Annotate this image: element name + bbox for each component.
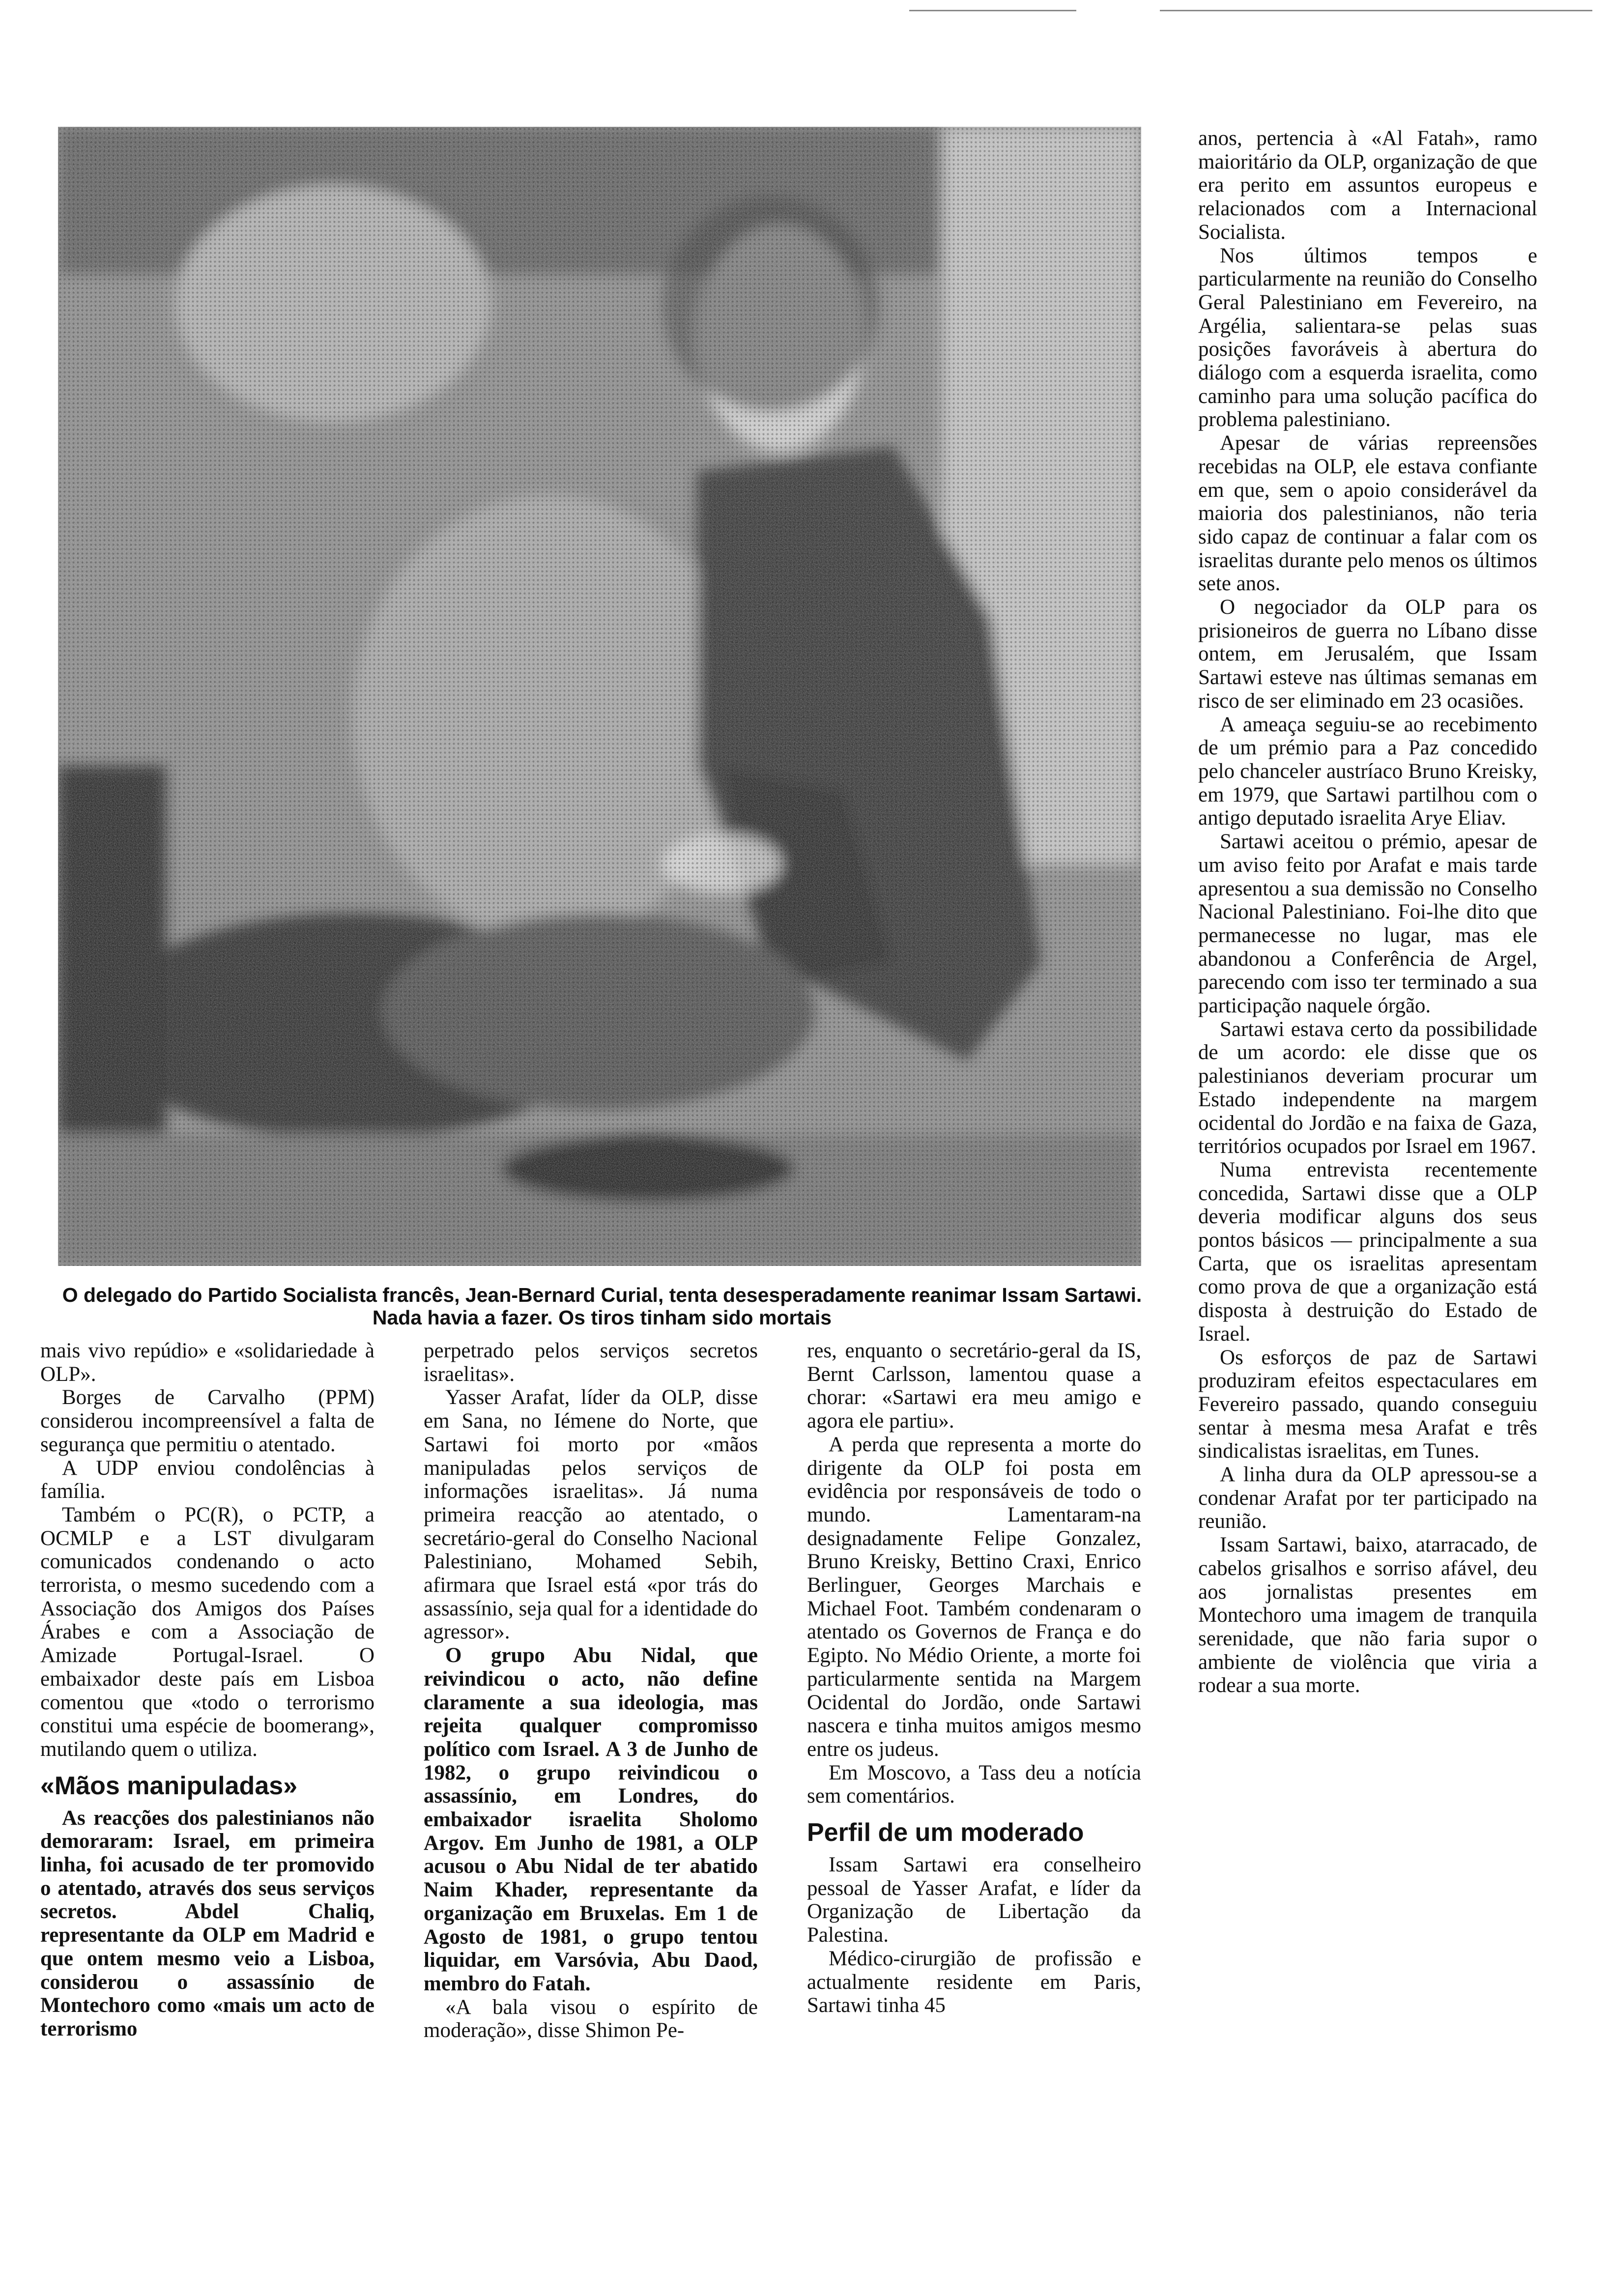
- news-photo: [58, 127, 1141, 1266]
- paragraph: Também o PC(R), o PCTP, a OCMLP e a LST divulgaram comunicados condenando o acto terrorista, o mesmo sucedendo com a Associação dos Amigos dos Países Árabes e com a Associação de Amizade Portugal-Israel. O embaixador deste país em Lisboa comentou que «todo o terrorismo constitui uma espécie de boomerang», mutilando quem o utiliza.: [40, 1503, 374, 1761]
- paragraph: Sartawi aceitou o prémio, apesar de um aviso feito por Arafat e mais tarde apresentou a sua demissão no Conselho Nacional Palestiniano. Foi-lhe dito que permanecesse no lugar, mas ele abandonou a Conferência de Argel, parecendo com isso ter terminado a sua participação naquele órgão.: [1198, 830, 1537, 1018]
- paragraph: A UDP enviou condolências à família.: [40, 1456, 374, 1503]
- paragraph: Sartawi estava certo da possibilidade de um acordo: ele disse que os palestinianos deveriam procurar um Estado independente na margem ocidental do Jordão e na faixa de Gaza, territórios ocupados por Israel em 1967.: [1198, 1017, 1537, 1158]
- paragraph: O negociador da OLP para os prisioneiros de guerra no Líbano disse ontem, em Jerusalém, que Issam Sartawi esteve nas últimas semanas em risco de ser eliminado em 23 ocasiões.: [1198, 596, 1537, 713]
- subheading: «Mãos manipuladas»: [40, 1771, 298, 1800]
- column-2: [424, 1339, 758, 2042]
- paragraph: Issam Sartawi, baixo, atarracado, de cabelos grisalhos e sorriso afável, deu aos jornalistas presentes em Montechoro uma imagem de tranquila serenidade, que não faria supor o ambiente de violência que viria a rodear a sua morte.: [1198, 1533, 1537, 1697]
- paragraph: anos, pertencia à «Al Fatah», ramo maioritário da OLP, organização de que era perito em assuntos europeus e relacionados com a Internacional Socialista.: [1198, 127, 1537, 244]
- column-3: [807, 1339, 1141, 2017]
- photo-caption: O delegado do Partido Socialista francês, Jean-Bernard Curial, tenta desesperadamente reanimar Issam Sartawi. Nada havia a fazer. Os tiros tinham sido mortais: [62, 1284, 1142, 1329]
- paragraph: Issam Sartawi era conselheiro pessoal de Yasser Arafat, e líder da Organização de Libertação da Palestina.: [807, 1853, 1141, 1947]
- paragraph: Numa entrevista recentemente concedida, Sartawi disse que a OLP deveria modificar alguns dos seus pontos básicos — principalmente a sua Carta, que os israelitas apresentam como prova de que a organização está disposta à destruição do Estado de Israel.: [1198, 1158, 1537, 1346]
- paragraph: Apesar de várias repreensões recebidas na OLP, ele estava confiante em que, sem o apoio considerável da maioria dos palestinianos, não teria sido capaz de continuar a falar com os israelitas durante pelo menos os últimos sete anos.: [1198, 431, 1537, 596]
- paragraph: Yasser Arafat, líder da OLP, disse em Sana, no Iémene do Norte, que Sartawi foi morto por «mãos manipuladas pelos serviços de informações israelitas». Já numa primeira reacção ao atentado, o secretário-geral do Conselho Nacional Palestiniano, Mohamed Sebih, afirmara que Israel está «por trás do assassínio, seja qual for a identidade do agressor».: [424, 1386, 758, 1644]
- column-right: [1198, 127, 1537, 1697]
- paragraph: perpetrado pelos serviços secretos israelitas».: [424, 1339, 758, 1386]
- top-rule-left: [909, 10, 1076, 11]
- paragraph: Borges de Carvalho (PPM) considerou incompreensível a falta de segurança que permitiu o atentado.: [40, 1386, 374, 1456]
- subheading: Perfil de um moderado: [807, 1818, 1084, 1847]
- paragraph: O grupo Abu Nidal, que reivindicou o acto, não define claramente a sua ideologia, mas rejeita qualquer compromisso político com Israel. A 3 de Junho de 1982, o grupo reivindicou o assassínio, em Londres, do embaixador israelita Sholomo Argov. Em Junho de 1981, a OLP acusou o Abu Nidal de ter abatido Naim Khader, representante da organização em Bruxelas. Em 1 de Agosto de 1981, o grupo tentou liquidar, em Varsóvia, Abu Daod, membro do Fatah.: [424, 1644, 758, 1995]
- paragraph: A ameaça seguiu-se ao recebimento de um prémio para a Paz concedido pelo chanceler austríaco Bruno Kreisky, em 1979, que Sartawi partilhou com o antigo deputado israelita Arye Eliav.: [1198, 713, 1537, 830]
- paragraph: res, enquanto o secretário-geral da IS, Bernt Carlsson, lamentou quase a chorar: «Sartawi era meu amigo e agora ele partiu».: [807, 1339, 1141, 1433]
- paragraph: Os esforços de paz de Sartawi produziram efeitos espectaculares em Fevereiro passado, quando conseguiu sentar à mesma mesa Arafat e três sindicalistas israelitas, em Tunes.: [1198, 1346, 1537, 1463]
- paragraph: As reacções dos palestinianos não demoraram: Israel, em primeira linha, foi acusado de ter promovido o atentado, através dos seus serviços secretos. Abdel Chaliq, representante da OLP em Madrid e que ontem mesmo veio a Lisboa, considerou o assassínio de Montechoro como «mais um acto de terrorismo: [40, 1806, 374, 2040]
- paragraph: mais vivo repúdio» e «solidariedade à OLP».: [40, 1339, 374, 1386]
- paragraph: Médico-cirurgião de profissão e actualmente residente em Paris, Sartawi tinha 45: [807, 1947, 1141, 2017]
- paragraph: A linha dura da OLP apressou-se a condenar Arafat por ter participado na reunião.: [1198, 1463, 1537, 1533]
- paragraph: A perda que representa a morte do dirigente da OLP foi posta em evidência por responsáveis de todo o mundo. Lamentaram-na designadamente Felipe Gonzalez, Bruno Kreisky, Bettino Craxi, Enrico Berlinguer, Georges Marchais e Michael Foot. Também condenaram o atentado os Governos de França e do Egipto. No Médio Oriente, a morte foi particularmente sentida na Margem Ocidental do Jordão, onde Sartawi nascera e tinha muitos amigos mesmo entre os judeus.: [807, 1433, 1141, 1761]
- paragraph: Nos últimos tempos e particularmente na reunião do Conselho Geral Palestiniano em Fevereiro, na Argélia, salientara-se pelas suas posições favoráveis à abertura do diálogo com a esquerda israelita, como caminho para uma solução pacífica do problema palestiniano.: [1198, 244, 1537, 431]
- paragraph: Em Moscovo, a Tass deu a notícia sem comentários.: [807, 1761, 1141, 1808]
- column-1: [40, 1339, 374, 2041]
- paragraph: «A bala visou o espírito de moderação», disse Shimon Pe-: [424, 1995, 758, 2042]
- top-rule-right: [1160, 10, 1592, 11]
